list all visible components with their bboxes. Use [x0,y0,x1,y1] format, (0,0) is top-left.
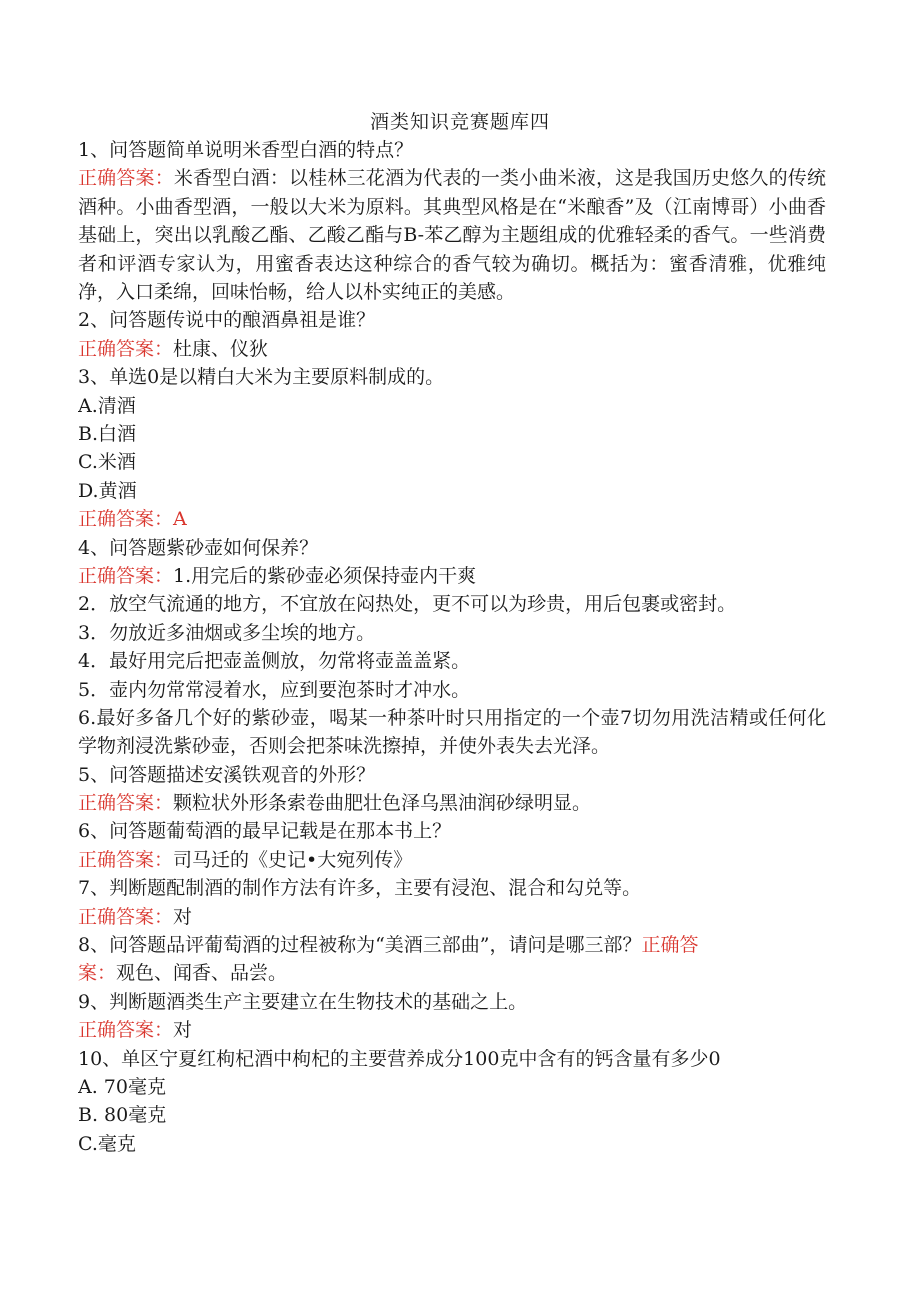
question-2: 2、问答题传说中的酿酒鼻祖是谁？ [78,309,376,332]
question-10: 10、单区宁夏红枸杞酒中枸杞的主要营养成分100克中含有的钙含量有多少0 [78,1047,721,1070]
answer-4-text: 1.用完后的紫砂壶必须保持壶内干爽 [173,564,477,587]
question-8-text: 8、问答题品评葡萄酒的过程被称为“美酒三部曲”，请问是哪三部？ [78,934,642,957]
answer-label: 正确答案： [78,337,174,360]
answer-4-step-6: 6.最好多备几个好的紫砂壶，喝某一种茶叶时只用指定的一个壶7切勿用洗洁精或任何化学物剂浸洗紫砂壶，否则会把茶味洗擦掉，并使外表失去光泽。 [78,706,826,758]
answer-6-block [78,846,826,874]
answer-3-block [78,505,826,533]
option-a: A.清酒 [78,394,136,417]
answer-7-text: 对 [173,905,193,928]
option-b: B.白酒 [78,422,137,445]
answer-4-step-3: 3．勿放近多油烟或多尘埃的地方。 [78,621,376,644]
question-1: 1、问答题简单说明米香型白酒的特点？ [78,139,414,161]
answer-9-block [78,1016,826,1044]
answer-5-block [78,789,826,817]
document-title: 酒类知识竞赛题库四 [369,111,550,133]
question-7: 7、判断题配制酒的制作方法有许多，主要有浸泡、混合和勾兑等。 [78,877,642,900]
answer-6-text: 司马迁的《史记•大宛列传》 [173,848,413,871]
answer-1-block [78,164,826,306]
answer-4-step-5: 5．壶内勿常常浸着水，应到要泡茶时才冲水。 [78,678,471,701]
option-d: D.黄酒 [78,479,137,502]
answer-label: 正确答案： [78,792,174,815]
question-6: 6、问答题葡萄酒的最早记载是在那本书上？ [78,820,452,843]
answer-1-text: 米香型白酒：以桂林三花酒为代表的一类小曲米液，这是我国历史悠久的传统酒种。小曲香型酒，一般以大米为原料。其典型风格是在“米酿香”及（江南博哥）小曲香基础上，突出以乳酸乙酯、乙酸乙酯与B-苯乙醇为主题组成的优雅轻柔的香气。一些消费者和评酒专家认为，用蜜香表达这种综合的香气较为确切。概括为：蜜香清雅，优雅纯净，入口柔绵，回味怡畅，给人以朴实纯正的美感。 [78,167,826,304]
question-5: 5、问答题描述安溪铁观音的外形？ [78,763,376,786]
answer-7-block [78,903,826,931]
answer-5-text: 颗粒状外形条索卷曲肥壮色泽乌黑油润砂绿明显。 [173,792,592,815]
question-8 [78,931,826,959]
answer-4-step-2: 2．放空气流通的地方，不宜放在闷热处，更不可以为珍贵，用后包裹或密封。 [78,593,737,616]
answer-label: 正确答案： [78,508,174,531]
answer-label: 正确答案： [78,564,174,587]
answer-3-text: A [173,508,187,531]
answer-8-block [78,959,826,987]
option-c: C.毫克 [78,1132,136,1155]
option-c: C.米酒 [78,451,136,474]
answer-label: 正确答案： [78,905,174,928]
option-a: A. 70毫克 [78,1076,166,1098]
question-4: 4、问答题紫砂壶如何保养？ [78,536,319,559]
answer-label: 正确答案： [78,1019,174,1042]
answer-label: 正确答案： [78,167,174,190]
answer-4-step-4: 4．最好用完后把壶盖侧放，勿常将壶盖盖紧。 [78,650,471,673]
answer-label: 正确答案： [78,848,174,871]
question-9: 9、判断题酒类生产主要建立在生物技术的基础之上。 [78,990,528,1013]
answer-8-text: 观色、闻香、品尝。 [116,962,288,985]
answer-2-block [78,335,826,363]
question-3: 3、单选0是以精白大米为主要原料制成的。 [78,366,445,389]
answer-4-block [78,562,826,590]
answer-9-text: 对 [173,1019,193,1042]
answer-2-text: 杜康、仪狄 [173,337,269,360]
document-content [78,136,826,1158]
answer-label: 案： [78,962,117,985]
answer-label: 正确答 [641,934,699,957]
option-b: B. 80毫克 [78,1104,167,1127]
